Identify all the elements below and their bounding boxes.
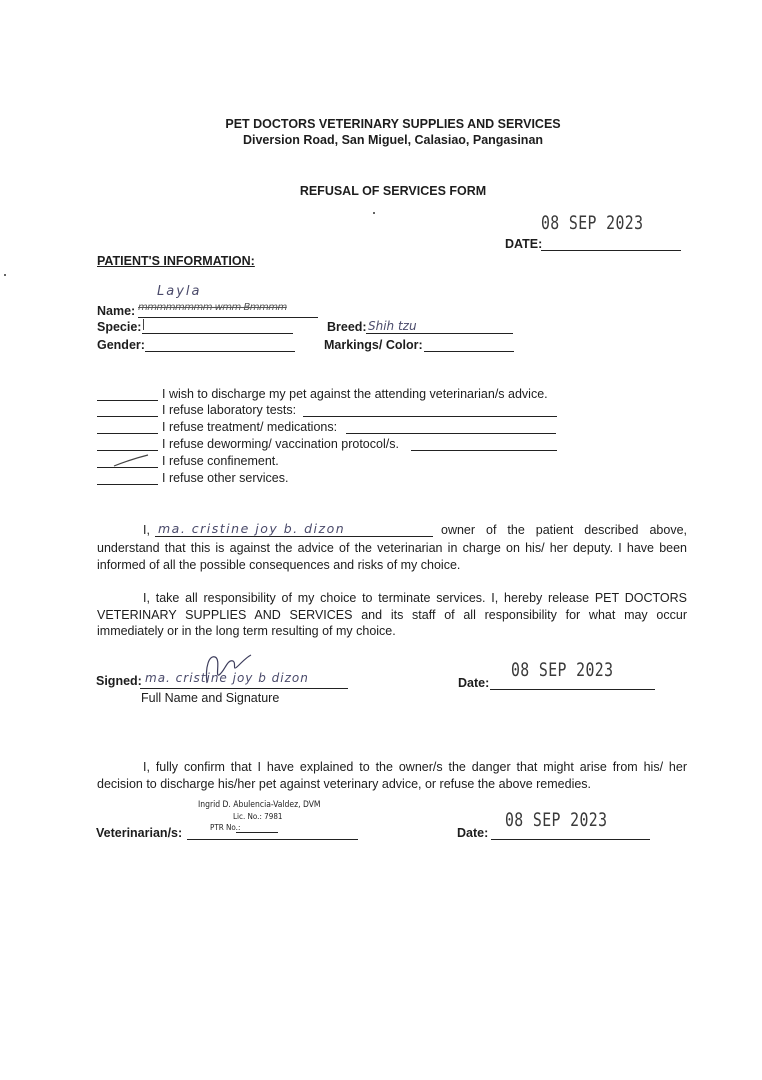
patient-name-struck: mmmmmmmm wmm Bmmmm xyxy=(138,302,287,313)
markings-line[interactable] xyxy=(424,351,514,352)
signature-value: ma. cristine joy b dizon xyxy=(145,671,309,685)
vet-stamp-lic: Lic. No.: 7981 xyxy=(233,812,283,821)
option-text: I refuse laboratory tests: xyxy=(162,403,297,417)
option-detail-line[interactable] xyxy=(411,450,557,451)
vet-date-label: Date: xyxy=(457,826,489,840)
signature-caption: Full Name and Signature xyxy=(141,691,280,705)
option-text: I refuse other services. xyxy=(162,471,289,485)
statement1-prefix: I, xyxy=(143,523,150,537)
date-label-top: DATE: xyxy=(505,237,543,251)
clinic-address: Diversion Road, San Miguel, Calasiao, Pangasinan xyxy=(242,133,544,147)
specie-tick xyxy=(143,319,144,330)
vet-stamp-name: Ingrid D. Abulencia-Valdez, DVM xyxy=(198,800,321,810)
gender-line[interactable] xyxy=(145,351,295,352)
option-blank[interactable] xyxy=(97,416,158,417)
vet-stamp-ptr: PTR No.: xyxy=(210,823,241,832)
statement3: I, fully confirm that I have explained to the owner/s the danger that might arise from his/ her decision to discharge his/her pet against veterinary advice, or refuse the above remedies. xyxy=(97,760,687,791)
gender-label: Gender: xyxy=(97,338,145,352)
option-blank[interactable] xyxy=(97,484,158,485)
option-text: I wish to discharge my pet against the attending veterinarian/s advice. xyxy=(162,387,548,401)
date-line-top[interactable] xyxy=(541,250,681,251)
signature-date-label: Date: xyxy=(458,676,490,690)
vet-date-line[interactable] xyxy=(491,839,650,840)
statement2: I, take all responsibility of my choice to terminate services. I, hereby release PET DOCTORS VETERINARY SUPPLIES AND SERVICES and its staff of all responsibility for what may occur immediately or in the long term resulting of my choice. xyxy=(97,591,687,638)
option-text: I refuse treatment/ medications: xyxy=(162,420,338,434)
option-detail-line[interactable] xyxy=(346,433,556,434)
speck xyxy=(4,274,6,276)
breed-label: Breed: xyxy=(327,320,367,334)
statement1-line1: owner of the patient described above, xyxy=(441,523,687,537)
patient-name-value: Layla xyxy=(157,284,202,299)
option-text: I refuse deworming/ vaccination protocol/s. xyxy=(162,437,399,451)
owner-name-value: ma. cristine joy b. dizon xyxy=(158,521,346,536)
speck xyxy=(373,212,375,214)
name-label: Name: xyxy=(97,304,136,318)
option-text: I refuse confinement. xyxy=(162,454,279,468)
breed-line[interactable] xyxy=(366,333,513,334)
option-blank[interactable] xyxy=(97,400,158,401)
patient-section-title: PATIENT'S INFORMATION: xyxy=(97,254,255,268)
vet-line[interactable] xyxy=(187,839,358,840)
owner-name-line[interactable] xyxy=(155,536,433,537)
statement1-body: understand that this is against the advice of the veterinarian in charge on his/ her deputy. I have been informed of all the possible consequences and risks of my choice. xyxy=(97,541,687,572)
specie-label: Specie: xyxy=(97,320,142,334)
markings-label: Markings/ Color: xyxy=(324,338,423,352)
vet-label: Veterinarian/s: xyxy=(96,826,183,840)
option-blank[interactable] xyxy=(97,433,158,434)
breed-value: Shih tzu xyxy=(368,319,417,333)
option-blank[interactable] xyxy=(97,450,158,451)
checkmark-icon xyxy=(112,454,152,468)
option-detail-line[interactable] xyxy=(303,416,557,417)
vet-ptr-line xyxy=(236,832,278,833)
signature-line[interactable] xyxy=(140,688,348,689)
form-title: REFUSAL OF SERVICES FORM xyxy=(299,184,487,198)
date-stamp-top: 08 SEP 2023 xyxy=(541,212,644,234)
specie-line[interactable] xyxy=(142,333,293,334)
clinic-name: PET DOCTORS VETERINARY SUPPLIES AND SERVICES xyxy=(225,117,561,131)
signature-date-line[interactable] xyxy=(490,689,655,690)
signed-label: Signed: xyxy=(96,674,142,688)
vet-date-stamp: 08 SEP 2023 xyxy=(505,809,608,831)
name-line[interactable] xyxy=(138,317,318,318)
signature-date-stamp: 08 SEP 2023 xyxy=(511,659,614,681)
